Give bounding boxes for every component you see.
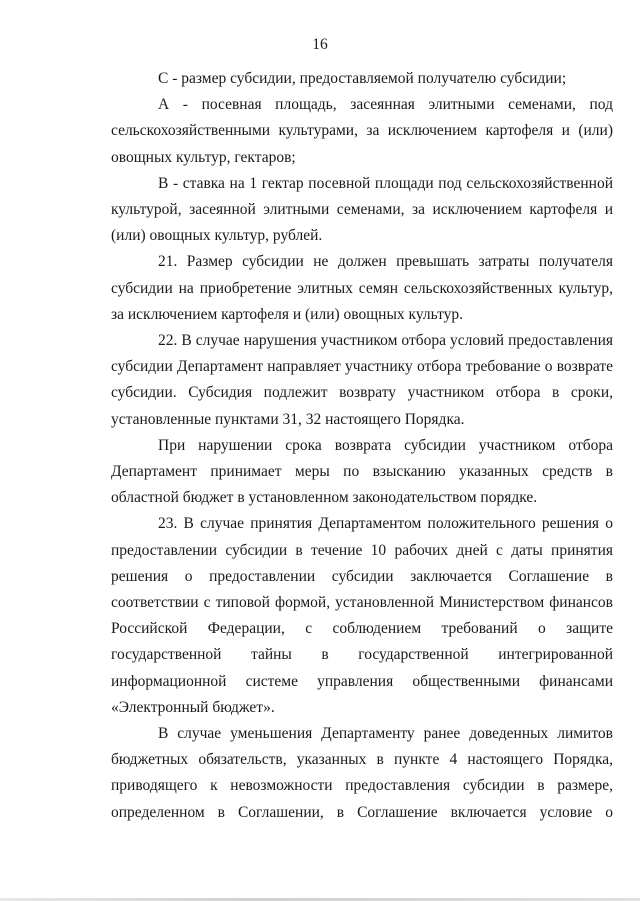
paragraph-limits-reduction: В случае уменьшения Департаменту ранее доведенных лимитов бюджетных обязательств, указанных в пункте 4 настоящего Порядка, приводящего к невозможности предоставления субсидии в размере, определенном в Соглашении, в Соглашение включается условие о (111, 725, 613, 821)
page-number: 16 (312, 36, 328, 53)
document-body (111, 66, 613, 826)
paragraph-clause-21: 21. Размер субсидии не должен превышать затраты получателя субсидии на приобретение элитных семян сельскохозяйственных культур, за исключением картофеля и (или) овощных культур. (111, 253, 613, 323)
paragraph-clause-22: 22. В случае нарушения участником отбора условий предоставления субсидии Департамент направляет участнику отбора требование о возврате субсидии. Субсидия подлежит возврату участником отбора в сроки, установленные пунктами 31, 32 настоящего Порядка. (111, 332, 613, 428)
paragraph-definition-b: В - ставка на 1 гектар посевной площади под сельскохозяйственной культурой, засеянной элитными семенами, за исключением картофеля и (или) овощных культур, рублей. (111, 174, 613, 245)
paragraph-clause-23: 23. В случае принятия Департаментом положительного решения о предоставлении субсидии в течение 10 рабочих дней с даты принятия решения о предоставлении субсидии заключается Соглашение в соответствии с типовой формой, установленной Министерством финансов Российской Федерации, с соблюдением требований о защите государственной тайны в государственной интегрированной информационной системе управления общественными финансами «Электронный бюджет». (111, 515, 613, 716)
paragraph-refund-deadline: При нарушении срока возврата субсидии участником отбора Департамент принимает меры по взысканию указанных средств в областной бюджет в установленном законодательством порядке. (111, 436, 613, 507)
paragraph-definition-a: А - посевная площадь, засеянная элитными семенами, под сельскохозяйственными культурами, за исключением картофеля и (или) овощных культур, гектаров; (111, 96, 613, 166)
paragraph-definition-c: С - размер субсидии, предоставляемой получателю субсидии; (158, 70, 567, 87)
